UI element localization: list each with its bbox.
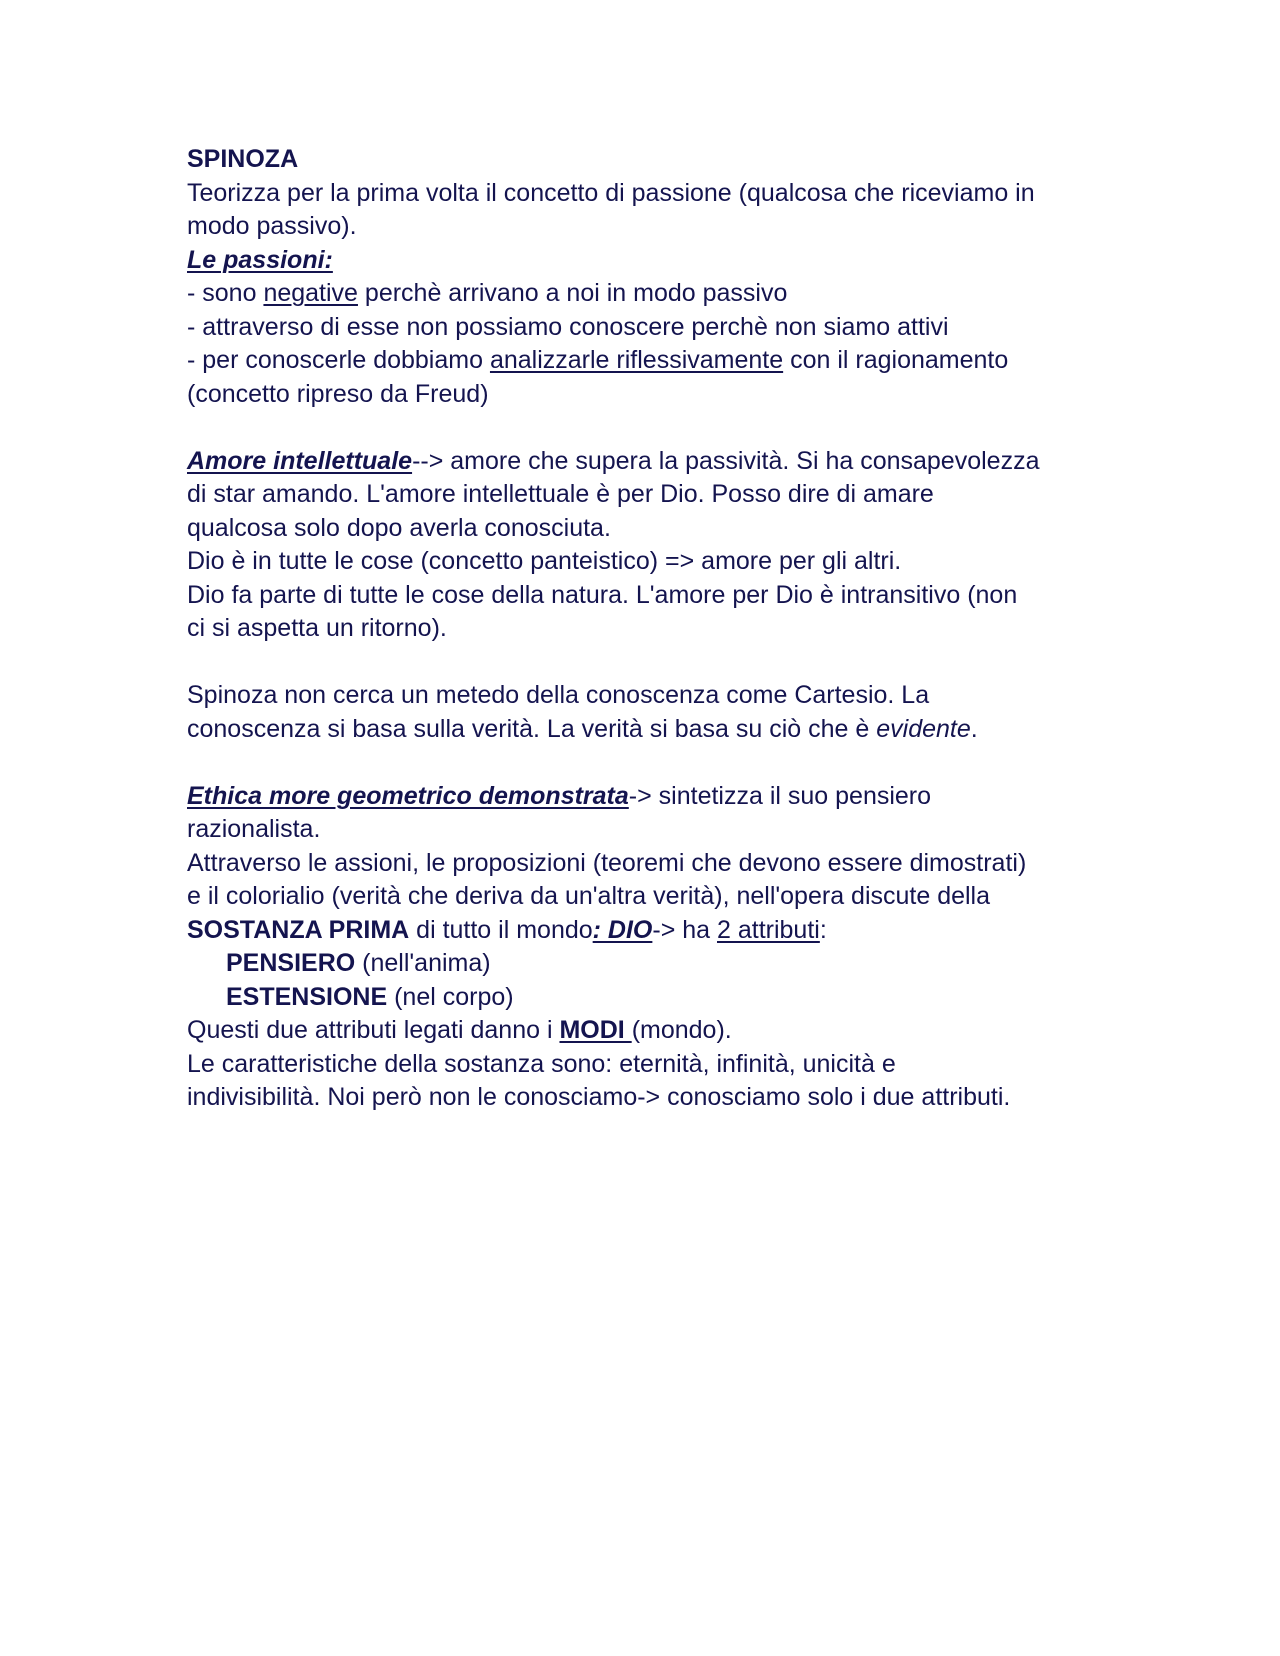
attribute-estensione xyxy=(187,981,1107,1015)
estensione-term: ESTENSIONE xyxy=(226,982,388,1011)
sostanza-prima-term: SOSTANZA PRIMA xyxy=(187,915,410,944)
amore-line-4: Dio è in tutte le cose (concetto panteistico) => amore per gli altri. xyxy=(187,547,902,575)
ethica-line-7: Le caratteristiche della sostanza sono: eternità, infinità, unicità e xyxy=(187,1049,896,1078)
text-segment: (nell'anima) xyxy=(355,949,491,977)
amore-line-2: di star amando. L'amore intellettuale è per Dio. Posso dire di amare xyxy=(187,480,934,508)
doc-title-line xyxy=(187,143,1107,177)
amore-line-5: Dio fa parte di tutte le cose della natura. L'amore per Dio è intransitivo (non xyxy=(187,580,1018,609)
intro-line-1: Teorizza per la prima volta il concetto di passione (qualcosa che riceviamo in xyxy=(187,178,1035,207)
text-segment: -> ha xyxy=(652,915,717,944)
text-segment: con il ragionamento xyxy=(783,346,1009,374)
ethica-line-5 xyxy=(187,914,1107,948)
passioni-item-3 xyxy=(187,344,1107,378)
text-segment: di tutto il mondo xyxy=(409,915,593,944)
text-segment: : xyxy=(819,915,827,944)
metodo-line-2 xyxy=(187,713,1107,747)
amore-term: Amore intellettuale xyxy=(187,446,413,475)
passioni-item-2: - attraverso di esse non possiamo conoscere perchè non siamo attivi xyxy=(187,312,949,341)
ethica-line-8: indivisibilità. Noi però non le conosciamo-> conosciamo solo i due attributi. xyxy=(187,1083,1011,1111)
paragraph-spacer xyxy=(187,646,1107,680)
ethica-line-4: e il colorialio (verità che deriva da un'altra verità), nell'opera discute della xyxy=(187,882,991,910)
passioni-item-1 xyxy=(187,277,1107,311)
amore-line-3: qualcosa solo dopo averla conosciuta. xyxy=(187,513,611,542)
passioni-heading: Le passioni: xyxy=(187,245,333,274)
text-segment: . xyxy=(970,714,978,743)
ethica-line-1 xyxy=(187,780,1107,814)
text-segment: Questi due attributi legati danno i xyxy=(187,1016,560,1044)
text-segment: -> sintetizza il suo pensiero xyxy=(628,781,932,810)
modi-term: MODI xyxy=(559,1016,632,1044)
italic-term: evidente xyxy=(876,714,971,743)
underlined-term: analizzarle riflessivamente xyxy=(489,346,784,374)
document-page xyxy=(187,143,1107,1115)
ethica-line-2: razionalista. xyxy=(187,815,321,843)
intro-line-2: modo passivo). xyxy=(187,212,357,240)
text-segment: (mondo). xyxy=(631,1016,732,1044)
text-segment: --> amore che supera la passività. Si ha consapevolezza xyxy=(412,446,1040,475)
attributi-term: 2 attributi xyxy=(717,915,820,944)
metodo-line-1: Spinoza non cerca un metedo della conoscenza come Cartesio. La xyxy=(187,681,930,709)
pensiero-term: PENSIERO xyxy=(226,949,356,977)
text-segment: (nel corpo) xyxy=(387,982,514,1011)
amore-line-1 xyxy=(187,445,1107,479)
text-segment: conoscenza si basa sulla verità. La verità si basa su ciò che è xyxy=(187,714,877,743)
ethica-line-6 xyxy=(187,1014,1107,1048)
text-segment: - sono xyxy=(187,279,264,307)
attribute-pensiero xyxy=(187,947,1107,981)
underlined-term: negative xyxy=(263,279,358,307)
text-segment: - per conoscerle dobbiamo xyxy=(187,346,490,374)
doc-title: SPINOZA xyxy=(187,145,299,173)
passioni-item-3-cont: (concetto ripreso da Freud) xyxy=(187,379,489,408)
ethica-line-3: Attraverso le assioni, le proposizioni (teoremi che devono essere dimostrati) xyxy=(187,848,1027,877)
paragraph-spacer xyxy=(187,746,1107,780)
amore-line-6: ci si aspetta un ritorno). xyxy=(187,614,447,642)
passioni-heading-line xyxy=(187,244,1107,278)
ethica-term: Ethica more geometrico demonstrata xyxy=(187,781,629,810)
dio-term: : DIO xyxy=(592,915,653,944)
text-segment: perchè arrivano a noi in modo passivo xyxy=(357,279,788,307)
paragraph-spacer xyxy=(187,411,1107,445)
